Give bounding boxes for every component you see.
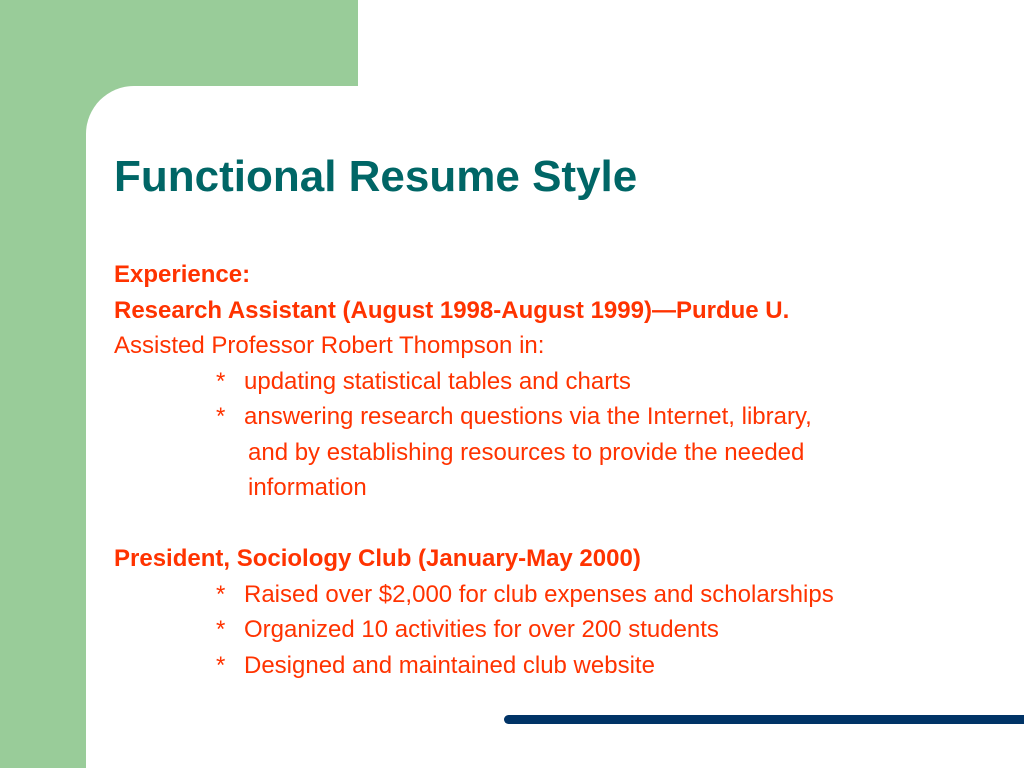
section-gap xyxy=(114,506,1014,542)
slide-title: Functional Resume Style xyxy=(114,152,638,201)
top-green-block xyxy=(0,0,358,86)
bullet-text: answering research questions via the Internet, library, xyxy=(244,403,812,430)
list-item xyxy=(114,577,1014,613)
list-item xyxy=(114,364,1014,400)
bullet-mark: * xyxy=(216,616,226,643)
bullet-text: Designed and maintained club website xyxy=(244,651,655,679)
slide-body xyxy=(114,257,1014,683)
bullet-continuation: and by establishing resources to provide the needed xyxy=(248,438,805,466)
bullet-text: updating statistical tables and charts xyxy=(244,367,631,395)
accent-line xyxy=(504,715,1024,724)
list-item xyxy=(114,399,1014,435)
bullet-text: Organized 10 activities for over 200 students xyxy=(244,616,719,643)
job2-heading: President, Sociology Club (January-May 2000) xyxy=(114,545,641,572)
list-item xyxy=(114,648,1014,684)
bullet-text: Raised over $2,000 for club expenses and scholarships xyxy=(244,580,834,608)
bullet-mark: * xyxy=(216,651,226,679)
job1-intro: Assisted Professor Robert Thompson in: xyxy=(114,332,545,359)
job1-heading: Research Assistant (August 1998-August 1999)—Purdue U. xyxy=(114,296,790,324)
bullet-mark: * xyxy=(216,367,226,395)
bullet-mark: * xyxy=(216,580,226,608)
left-green-strip xyxy=(0,0,86,768)
bullet-mark: * xyxy=(216,403,226,430)
top-right-white-area xyxy=(358,0,1024,90)
experience-heading: Experience: xyxy=(114,261,251,288)
list-item xyxy=(114,612,1014,648)
bullet-continuation: information xyxy=(248,474,367,501)
